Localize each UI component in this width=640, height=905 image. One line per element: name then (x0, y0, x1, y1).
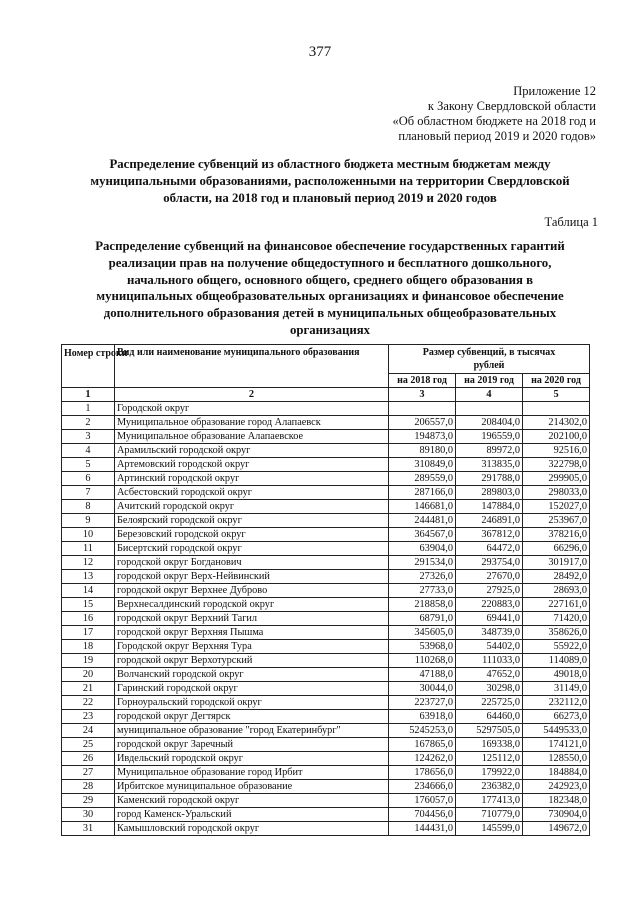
column-index-row (62, 388, 590, 402)
entity-name-cell: Ивдельский городской округ (115, 752, 389, 766)
row-number-cell: 13 (62, 570, 115, 584)
row-number-cell: 14 (62, 584, 115, 598)
row-number-cell: 24 (62, 724, 115, 738)
table-row (62, 542, 590, 556)
table-row (62, 668, 590, 682)
value-2018-cell: 194873,0 (389, 430, 456, 444)
value-2020-cell: 66296,0 (523, 542, 590, 556)
column-index: 5 (523, 388, 590, 402)
row-number-cell: 27 (62, 766, 115, 780)
value-2020-cell: 358626,0 (523, 626, 590, 640)
value-2018-cell (389, 402, 456, 416)
value-2019-cell: 196559,0 (456, 430, 523, 444)
value-2019-cell: 313835,0 (456, 458, 523, 472)
entity-name-cell: Муниципальное образование Алапаевское (115, 430, 389, 444)
value-2019-cell: 348739,0 (456, 626, 523, 640)
header-subvention-size: Размер субвенций, в тысячах рублей (389, 345, 590, 374)
value-2020-cell: 253967,0 (523, 514, 590, 528)
entity-name-cell: городской округ Верхняя Пышма (115, 626, 389, 640)
value-2020-cell: 242923,0 (523, 780, 590, 794)
table-row (62, 528, 590, 542)
row-number-cell: 9 (62, 514, 115, 528)
table-row (62, 682, 590, 696)
entity-name-cell: городской округ Дегтярск (115, 710, 389, 724)
value-2018-cell: 345605,0 (389, 626, 456, 640)
value-2018-cell: 310849,0 (389, 458, 456, 472)
row-number-cell: 23 (62, 710, 115, 724)
table-row (62, 612, 590, 626)
header-year-2020: на 2020 год (523, 374, 590, 388)
row-number-cell: 20 (62, 668, 115, 682)
value-2019-cell: 236382,0 (456, 780, 523, 794)
value-2020-cell: 184884,0 (523, 766, 590, 780)
row-number-cell: 15 (62, 598, 115, 612)
row-number-cell: 25 (62, 738, 115, 752)
value-2018-cell: 291534,0 (389, 556, 456, 570)
value-2018-cell: 27733,0 (389, 584, 456, 598)
value-2018-cell: 68791,0 (389, 612, 456, 626)
appendix-reference (392, 84, 596, 144)
row-number-cell: 16 (62, 612, 115, 626)
row-number-cell: 26 (62, 752, 115, 766)
value-2020-cell: 28693,0 (523, 584, 590, 598)
column-index: 1 (62, 388, 115, 402)
table-row (62, 472, 590, 486)
value-2020-cell: 49018,0 (523, 668, 590, 682)
table-row (62, 640, 590, 654)
entity-name-cell: Гаринский городской округ (115, 682, 389, 696)
value-2018-cell: 234666,0 (389, 780, 456, 794)
value-2018-cell: 364567,0 (389, 528, 456, 542)
value-2019-cell: 291788,0 (456, 472, 523, 486)
row-number-cell: 17 (62, 626, 115, 640)
value-2019-cell: 177413,0 (456, 794, 523, 808)
value-2018-cell: 287166,0 (389, 486, 456, 500)
value-2018-cell: 176057,0 (389, 794, 456, 808)
entity-name-cell: Бисертский городской округ (115, 542, 389, 556)
value-2019-cell: 64460,0 (456, 710, 523, 724)
entity-name-cell: Камышловский городской округ (115, 822, 389, 836)
value-2018-cell: 30044,0 (389, 682, 456, 696)
document-title: Распределение субвенций из областного бюджета местным бюджетам между муниципальными образованиями, расположенными на территории Свердловской области, на 2018 год и плановый период 2019 и 2020 годов (90, 157, 570, 205)
row-number-cell: 3 (62, 430, 115, 444)
entity-name-cell: муниципальное образование "город Екатеринбург" (115, 724, 389, 738)
value-2018-cell: 27326,0 (389, 570, 456, 584)
value-2018-cell: 167865,0 (389, 738, 456, 752)
row-number-cell: 31 (62, 822, 115, 836)
value-2019-cell: 289803,0 (456, 486, 523, 500)
row-number-cell: 11 (62, 542, 115, 556)
table-row (62, 696, 590, 710)
entity-name-cell: Белоярский городской округ (115, 514, 389, 528)
column-index: 3 (389, 388, 456, 402)
entity-name-cell: городской округ Верх-Нейвинский (115, 570, 389, 584)
subventions-table (61, 344, 590, 836)
appendix-line: к Закону Свердловской области (427, 99, 596, 113)
table-row (62, 556, 590, 570)
value-2018-cell: 223727,0 (389, 696, 456, 710)
value-2020-cell: 149672,0 (523, 822, 590, 836)
value-2018-cell: 206557,0 (389, 416, 456, 430)
header-row-number: Номер строки (62, 345, 115, 388)
value-2018-cell: 178656,0 (389, 766, 456, 780)
value-2020-cell: 71420,0 (523, 612, 590, 626)
value-2019-cell: 367812,0 (456, 528, 523, 542)
value-2018-cell: 144431,0 (389, 822, 456, 836)
value-2020-cell: 730904,0 (523, 808, 590, 822)
value-2018-cell: 704456,0 (389, 808, 456, 822)
table-row (62, 416, 590, 430)
value-2019-cell (456, 402, 523, 416)
value-2020-cell: 5449533,0 (523, 724, 590, 738)
row-number-cell: 5 (62, 458, 115, 472)
row-number-cell: 29 (62, 794, 115, 808)
table-row (62, 458, 590, 472)
value-2019-cell: 125112,0 (456, 752, 523, 766)
table-row (62, 584, 590, 598)
value-2018-cell: 47188,0 (389, 668, 456, 682)
entity-name-cell: город Каменск-Уральский (115, 808, 389, 822)
table-number: Таблица 1 (544, 215, 598, 229)
value-2019-cell: 47652,0 (456, 668, 523, 682)
value-2020-cell: 174121,0 (523, 738, 590, 752)
entity-name-cell: Арамильский городской округ (115, 444, 389, 458)
value-2018-cell: 63918,0 (389, 710, 456, 724)
row-number-cell: 22 (62, 696, 115, 710)
value-2020-cell: 298033,0 (523, 486, 590, 500)
value-2020-cell: 378216,0 (523, 528, 590, 542)
value-2020-cell: 152027,0 (523, 500, 590, 514)
value-2019-cell: 220883,0 (456, 598, 523, 612)
value-2018-cell: 89180,0 (389, 444, 456, 458)
value-2020-cell: 299905,0 (523, 472, 590, 486)
table-row (62, 486, 590, 500)
value-2020-cell: 114089,0 (523, 654, 590, 668)
table-row (62, 766, 590, 780)
value-2020-cell: 66273,0 (523, 710, 590, 724)
header-entity-name: Вид или наименование муниципального образования (115, 345, 389, 388)
entity-name-cell: Муниципальное образование город Алапаевск (115, 416, 389, 430)
row-number-cell: 28 (62, 780, 115, 794)
row-number-cell: 30 (62, 808, 115, 822)
value-2019-cell: 246891,0 (456, 514, 523, 528)
value-2020-cell: 92516,0 (523, 444, 590, 458)
value-2019-cell: 710779,0 (456, 808, 523, 822)
value-2020-cell: 182348,0 (523, 794, 590, 808)
entity-name-cell: Ирбитское муниципальное образование (115, 780, 389, 794)
table-body (62, 402, 590, 836)
value-2018-cell: 244481,0 (389, 514, 456, 528)
row-number-cell: 1 (62, 402, 115, 416)
entity-name-cell: Асбестовский городской округ (115, 486, 389, 500)
row-number-cell: 18 (62, 640, 115, 654)
entity-name-cell: Городской округ (115, 402, 389, 416)
value-2018-cell: 53968,0 (389, 640, 456, 654)
value-2018-cell: 289559,0 (389, 472, 456, 486)
table-row (62, 794, 590, 808)
entity-name-cell: Горноуральский городской округ (115, 696, 389, 710)
entity-name-cell: Верхнесалдинский городской округ (115, 598, 389, 612)
header-year-2019: на 2019 год (456, 374, 523, 388)
table-title: Распределение субвенций на финансовое обеспечение государственных гарантий реализации прав на получение общедоступного и бесплатного дошкольного, начального общего, основного общего, среднего общего образования в муниципальных общеобразовательных организациях и финансовое обеспечение дополнительного образования детей в муниципальных общеобразовательных организациях (95, 239, 565, 337)
value-2019-cell: 69441,0 (456, 612, 523, 626)
table-row (62, 822, 590, 836)
value-2020-cell: 301917,0 (523, 556, 590, 570)
value-2018-cell: 146681,0 (389, 500, 456, 514)
entity-name-cell: Артинский городской округ (115, 472, 389, 486)
entity-name-cell: Волчанский городской округ (115, 668, 389, 682)
row-number-cell: 19 (62, 654, 115, 668)
value-2020-cell: 214302,0 (523, 416, 590, 430)
row-number-cell: 12 (62, 556, 115, 570)
value-2019-cell: 54402,0 (456, 640, 523, 654)
value-2020-cell: 128550,0 (523, 752, 590, 766)
value-2018-cell: 218858,0 (389, 598, 456, 612)
value-2019-cell: 27670,0 (456, 570, 523, 584)
value-2020-cell: 232112,0 (523, 696, 590, 710)
value-2019-cell: 169338,0 (456, 738, 523, 752)
table-row (62, 654, 590, 668)
row-number-cell: 8 (62, 500, 115, 514)
value-2020-cell: 202100,0 (523, 430, 590, 444)
entity-name-cell: городской округ Верхотурский (115, 654, 389, 668)
value-2020-cell: 31149,0 (523, 682, 590, 696)
table-row (62, 514, 590, 528)
value-2018-cell: 63904,0 (389, 542, 456, 556)
value-2019-cell: 293754,0 (456, 556, 523, 570)
value-2019-cell: 145599,0 (456, 822, 523, 836)
appendix-line: Приложение 12 (513, 84, 596, 98)
value-2018-cell: 124262,0 (389, 752, 456, 766)
value-2019-cell: 111033,0 (456, 654, 523, 668)
table-row (62, 724, 590, 738)
entity-name-cell: городской округ Заречный (115, 738, 389, 752)
value-2020-cell: 28492,0 (523, 570, 590, 584)
value-2019-cell: 147884,0 (456, 500, 523, 514)
entity-name-cell: Артемовский городской округ (115, 458, 389, 472)
row-number-cell: 2 (62, 416, 115, 430)
row-number-cell: 6 (62, 472, 115, 486)
entity-name-cell: Березовский городской округ (115, 528, 389, 542)
value-2018-cell: 5245253,0 (389, 724, 456, 738)
entity-name-cell: Муниципальное образование город Ирбит (115, 766, 389, 780)
value-2019-cell: 225725,0 (456, 696, 523, 710)
row-number-cell: 4 (62, 444, 115, 458)
page-number: 377 (308, 44, 332, 60)
column-index: 2 (115, 388, 389, 402)
table-row (62, 780, 590, 794)
table-row (62, 738, 590, 752)
row-number-cell: 10 (62, 528, 115, 542)
value-2019-cell: 64472,0 (456, 542, 523, 556)
table-row (62, 570, 590, 584)
row-number-cell: 21 (62, 682, 115, 696)
value-2020-cell: 55922,0 (523, 640, 590, 654)
value-2019-cell: 89972,0 (456, 444, 523, 458)
table-row (62, 626, 590, 640)
table-row (62, 402, 590, 416)
entity-name-cell: Ачитский городской округ (115, 500, 389, 514)
table-row (62, 710, 590, 724)
value-2020-cell (523, 402, 590, 416)
appendix-line: плановый период 2019 и 2020 годов» (398, 129, 596, 143)
table-row (62, 598, 590, 612)
entity-name-cell: городской округ Богданович (115, 556, 389, 570)
entity-name-cell: Каменский городской округ (115, 794, 389, 808)
entity-name-cell: городской округ Верхнее Дуброво (115, 584, 389, 598)
table-row (62, 808, 590, 822)
column-index: 4 (456, 388, 523, 402)
header-year-2018: на 2018 год (389, 374, 456, 388)
value-2019-cell: 5297505,0 (456, 724, 523, 738)
value-2020-cell: 227161,0 (523, 598, 590, 612)
table-row (62, 444, 590, 458)
value-2019-cell: 27925,0 (456, 584, 523, 598)
table-row (62, 430, 590, 444)
entity-name-cell: городской округ Верхний Тагил (115, 612, 389, 626)
appendix-line: «Об областном бюджете на 2018 год и (392, 114, 596, 128)
value-2019-cell: 30298,0 (456, 682, 523, 696)
row-number-cell: 7 (62, 486, 115, 500)
entity-name-cell: Городской округ Верхняя Тура (115, 640, 389, 654)
table-header-row (62, 345, 590, 374)
table-row (62, 752, 590, 766)
value-2020-cell: 322798,0 (523, 458, 590, 472)
value-2019-cell: 208404,0 (456, 416, 523, 430)
value-2018-cell: 110268,0 (389, 654, 456, 668)
table-row (62, 500, 590, 514)
value-2019-cell: 179922,0 (456, 766, 523, 780)
